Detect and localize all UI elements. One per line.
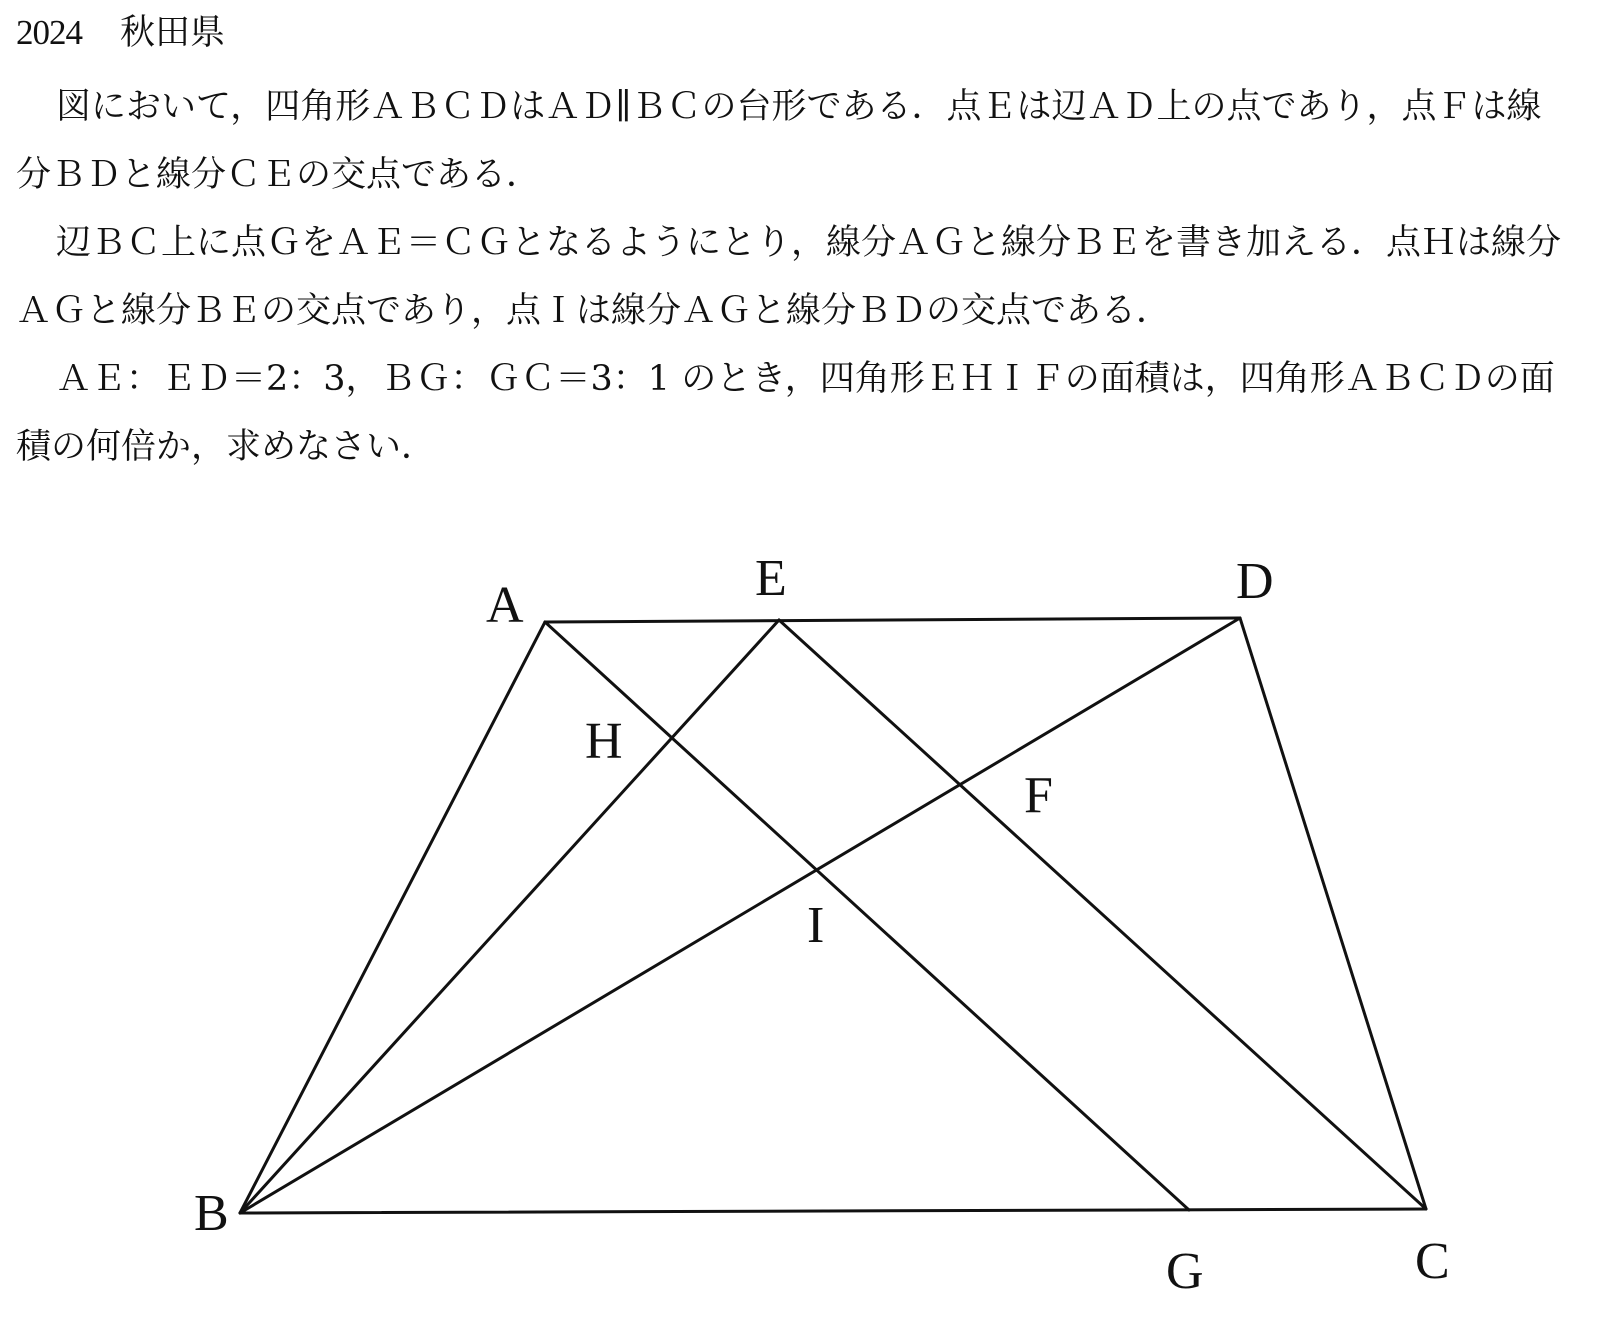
point-label-d: D — [1236, 560, 1274, 610]
point-label-c: C — [1415, 1233, 1450, 1290]
point-label-i: I — [807, 897, 825, 954]
segment-eb — [240, 620, 779, 1213]
point-label-e: E — [755, 560, 787, 607]
point-label-g: G — [1166, 1243, 1204, 1300]
geometry-figure — [0, 560, 1605, 1314]
exam-year: 2024 — [16, 13, 82, 52]
point-label-a: A — [486, 577, 524, 634]
segment-db — [240, 618, 1240, 1213]
problem-paragraph-2: 辺ＢＣ上に点ＧをＡＥ＝ＣＧとなるようにとり，線分ＡＧと線分ＢＥを書き加える．点Ｈは線分ＡＧと線分ＢＥの交点であり，点Ｉは線分ＡＧと線分ＢＤの交点である． — [16, 223, 1562, 331]
problem-paragraph-1: 図において，四角形ＡＢＣＤはＡＤ∥ＢＣの台形である．点Ｅは辺ＡＤ上の点であり，点Ｆは線分ＢＤと線分ＣＥの交点である． — [16, 87, 1542, 195]
segment-ab — [240, 622, 545, 1213]
point-label-f: F — [1024, 767, 1053, 824]
prefecture-name: 秋田県 — [120, 13, 226, 53]
point-label-b: B — [194, 1185, 229, 1242]
problem-statement — [16, 73, 1576, 481]
segment-ad — [545, 618, 1240, 622]
point-label-h: H — [585, 713, 623, 770]
trapezoid-diagram — [0, 560, 1605, 1314]
problem-paragraph-3: ＡＥ：ＥＤ＝2：3，ＢＧ：ＧＣ＝3：1 のとき，四角形ＥＨＩＦの面積は，四角形ＡＢＣＤの面積の何倍か，求めなさい． — [16, 359, 1555, 467]
segment-ag — [545, 622, 1189, 1210]
segment-dc — [1240, 618, 1426, 1209]
segment-ec — [779, 620, 1426, 1209]
segment-bc — [240, 1209, 1426, 1213]
header — [16, 8, 225, 58]
